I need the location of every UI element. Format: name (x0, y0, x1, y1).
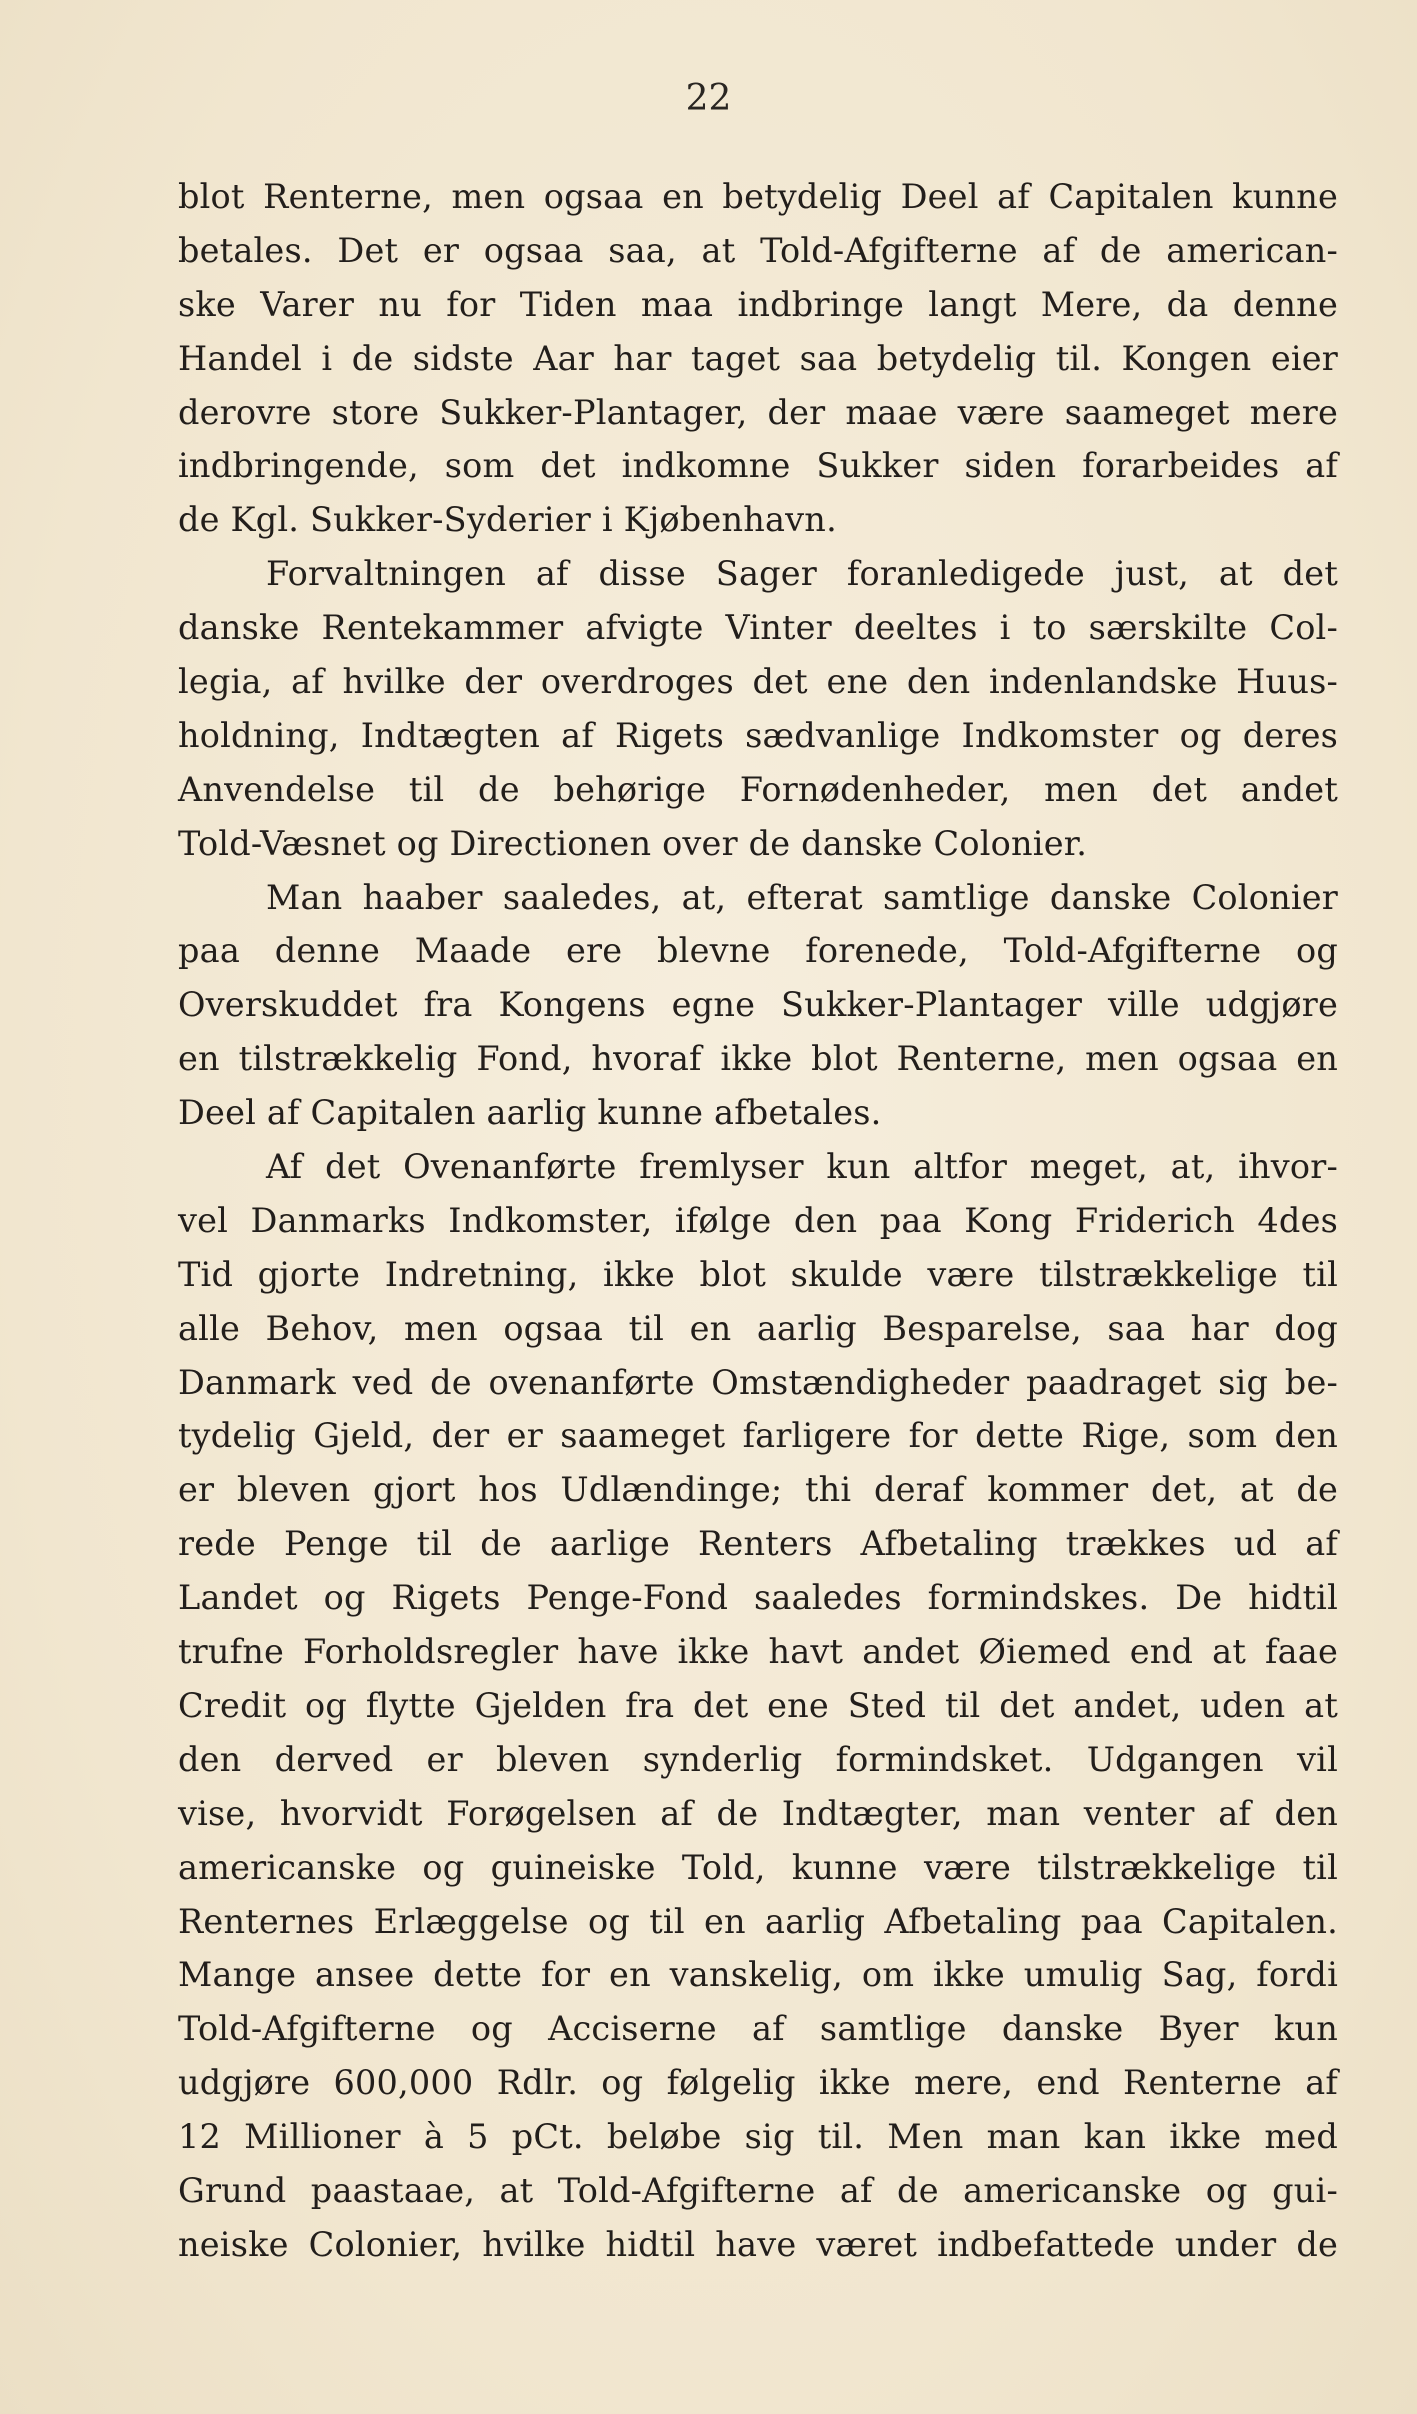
text-line: rede Penge til de aarlige Renters Afbetaling trækkes ud af (178, 1524, 1338, 1564)
text-line: trufne Forholdsregler have ikke havt andet Øiemed end at faae (178, 1632, 1338, 1672)
text-line: de Kgl. Sukker-Syderier i Kjøbenhavn. (178, 500, 837, 540)
text-line: vise, hvorvidt Forøgelsen af de Indtægter, man venter af den (178, 1793, 1338, 1833)
text-line: americanske og guineiske Told, kunne være tilstrækkelige til (178, 1847, 1338, 1887)
text-line: Mange ansee dette for en vanskelig, om ikke umulig Sag, fordi (178, 1955, 1338, 1995)
text-line: Told-Væsnet og Directionen over de danske Colonier. (178, 823, 1088, 863)
text-line: Grund paastaae, at Told-Afgifterne af de americanske og gui- (178, 2170, 1338, 2210)
text-line: vel Danmarks Indkomster, ifølge den paa Kong Friderich 4des (178, 1200, 1338, 1240)
text-line: er bleven gjort hos Udlændinge; thi deraf kommer det, at de (178, 1470, 1338, 1510)
text-line: tydelig Gjeld, der er saameget farligere for dette Rige, som den (178, 1416, 1338, 1456)
text-line: indbringende, som det indkomne Sukker siden forarbeides af (178, 446, 1338, 486)
text-line: Forvaltningen af disse Sager foranledigede just, at det (266, 554, 1338, 594)
text-line: Handel i de sidste Aar har taget saa betydelig til. Kongen eier (178, 338, 1338, 378)
text-line: Landet og Rigets Penge-Fond saaledes formindskes. De hidtil (178, 1578, 1338, 1618)
text-line: paa denne Maade ere blevne forenede, Told-Afgifterne og (178, 931, 1338, 971)
text-line: Af det Ovenanførte fremlyser kun altfor meget, at, ihvor- (266, 1147, 1338, 1187)
text-line: udgjøre 600,000 Rdlr. og følgelig ikke mere, end Renterne af (178, 2063, 1338, 2103)
text-line: derovre store Sukker-Plantager, der maae være saameget mere (178, 392, 1338, 432)
text-line: holdning, Indtægten af Rigets sædvanlige Indkomster og deres (178, 715, 1338, 755)
text-line: ske Varer nu for Tiden maa indbringe langt Mere, da denne (178, 284, 1338, 324)
text-line: Tid gjorte Indretning, ikke blot skulde være tilstrækkelige til (178, 1254, 1338, 1294)
text-line: legia, af hvilke der overdroges det ene den indenlandske Huus- (178, 662, 1338, 702)
text-line: danske Rentekammer afvigte Vinter deeltes i to særskilte Col- (178, 608, 1338, 648)
text-line: Danmark ved de ovenanførte Omstændigheder paadraget sig be- (178, 1362, 1338, 1402)
text-line: den derved er bleven synderlig formindsket. Udgangen vil (178, 1739, 1338, 1779)
text-line: Man haaber saaledes, at, efterat samtlige danske Colonier (266, 877, 1338, 917)
text-line: Anvendelse til de behørige Fornødenheder, men det andet (178, 769, 1338, 809)
page-number: 22 (685, 78, 732, 119)
text-line: alle Behov, men ogsaa til en aarlig Besparelse, saa har dog (178, 1308, 1338, 1348)
text-line: Deel af Capitalen aarlig kunne afbetales. (178, 1093, 882, 1133)
body-text (178, 170, 1338, 2272)
text-line: Told-Afgifterne og Acciserne af samtlige danske Byer kun (178, 2009, 1338, 2049)
text-line: en tilstrækkelig Fond, hvoraf ikke blot Renterne, men ogsaa en (178, 1039, 1338, 1079)
text-line: Credit og flytte Gjelden fra det ene Sted til det andet, uden at (178, 1685, 1338, 1725)
text-line: Overskuddet fra Kongens egne Sukker-Plantager ville udgjøre (178, 985, 1338, 1025)
text-line: neiske Colonier, hvilke hidtil have været indbefattede under de (178, 2224, 1338, 2264)
text-line: 12 Millioner à 5 pCt. beløbe sig til. Men man kan ikke med (178, 2117, 1338, 2157)
text-line: blot Renterne, men ogsaa en betydelig Deel af Capitalen kunne (178, 177, 1338, 216)
text-line: betales. Det er ogsaa saa, at Told-Afgifterne af de american- (178, 230, 1338, 270)
text-line: Renternes Erlæggelse og til en aarlig Afbetaling paa Capitalen. (178, 1901, 1338, 1941)
